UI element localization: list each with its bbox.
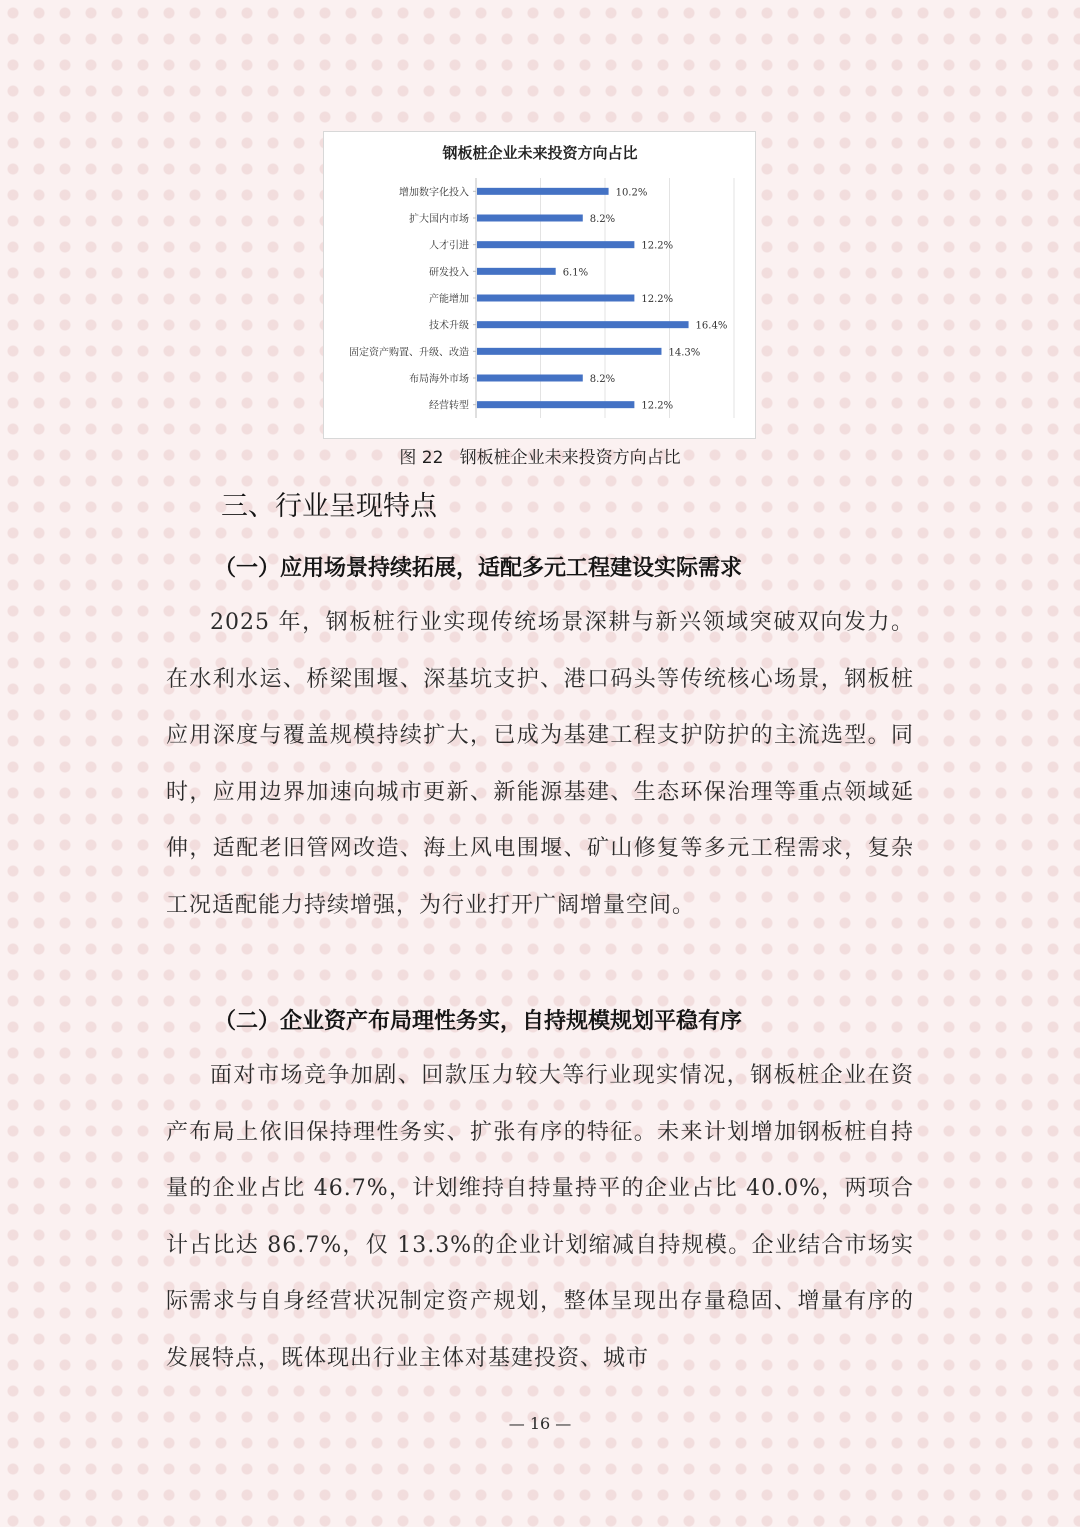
page-number: — 16 — [508, 1414, 572, 1433]
chart-title: 钢板桩企业未来投资方向占比 [442, 144, 638, 162]
figure-caption [0, 443, 1080, 468]
category-label: 产能增加 [429, 294, 469, 305]
figure-caption-text: 钢板桩企业未来投资方向占比 [459, 448, 681, 468]
bar [477, 188, 609, 195]
bar [477, 268, 556, 275]
data-label: 12.2% [641, 240, 674, 252]
data-label: 6.1% [562, 267, 589, 279]
data-label: 8.2% [589, 214, 616, 225]
data-label: 16.4% [695, 320, 728, 332]
bar [477, 375, 583, 382]
bar [477, 215, 583, 222]
subsection-body-2: 面对市场竞争加剧、回款压力较大等行业现实情况，钢板桩企业在资产布局上依旧保持理性务实、扩张有序的特征。未来计划增加钢板桩自持量的企业占比 46.7%，计划维持自持量持平的企业占比 40.0%，两项合计占比达 86.7%，仅 13.3%的企业计划缩减自持规模。企业结合市场实际需求与自身经营状况制定资产规划，整体呈现出存量稳固、增量有序的发展特点，既体现出行业主体对基建投资、城市 [166, 1063, 914, 1371]
data-label: 12.2% [641, 294, 674, 305]
bar [477, 321, 689, 328]
bar [477, 401, 634, 408]
subsection-body-1: 2025 年，钢板桩行业实现传统场景深耕与新兴领域突破双向发力。在水利水运、桥梁围堰、深基坑支护、港口码头等传统核心场景，钢板桩应用深度与覆盖规模持续扩大，已成为基建工程支护防护的主流选型。同时，应用边界加速向城市更新、新能源基建、生态环保治理等重点领域延伸，适配老旧管网改造、海上风电围堰、矿山修复等多元工程需求，复杂工况适配能力持续增强，为行业打开广阔增量空间。 [166, 610, 914, 918]
section-title: 三、行业呈现特点 [221, 491, 437, 522]
subsection-title-2: （二）企业资产布局理性务实，自持规模规划平稳有序 [214, 1009, 743, 1034]
category-label: 增加数字化投入 [399, 187, 469, 199]
bar [477, 295, 634, 302]
bar [477, 348, 661, 355]
subsection-title-1: （一）应用场景持续拓展，适配多元工程建设实际需求 [214, 556, 743, 581]
category-label: 研发投入 [429, 267, 469, 279]
category-label: 扩大国内市场 [409, 214, 469, 225]
investment-direction-chart [323, 131, 756, 439]
category-label: 布局海外市场 [409, 374, 469, 385]
data-label: 14.3% [668, 347, 701, 359]
data-label: 10.2% [615, 187, 648, 199]
category-label: 技术升级 [429, 320, 469, 332]
figure-number: 图 22 [399, 448, 444, 468]
category-label: 固定资产购置、升级、改造 [349, 347, 469, 359]
bar [477, 241, 634, 248]
category-label: 经营转型 [429, 400, 469, 412]
bar-chart-canvas [324, 132, 757, 440]
data-label: 12.2% [641, 400, 674, 412]
category-label: 人才引进 [429, 240, 469, 252]
data-label: 8.2% [589, 374, 616, 385]
